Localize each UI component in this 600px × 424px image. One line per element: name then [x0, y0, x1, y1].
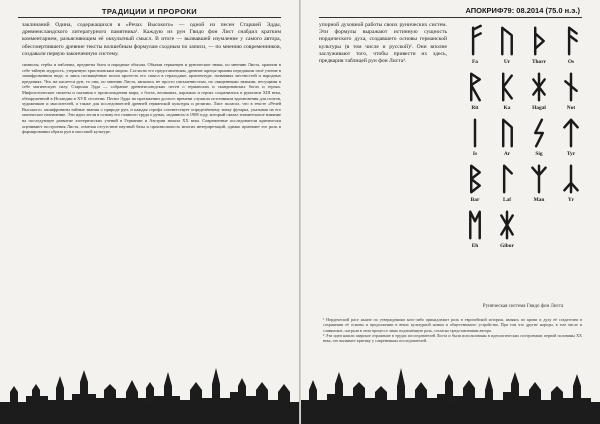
left-page-number: 136 — [145, 397, 155, 404]
ar-rune — [497, 116, 517, 150]
rune-cell-bar — [459, 162, 491, 208]
rune-label: Fa — [472, 59, 478, 65]
tyr-rune — [561, 116, 581, 150]
rit-rune — [465, 70, 485, 104]
rune-cell-laf — [491, 162, 523, 208]
os-rune — [561, 24, 581, 58]
rune-cell-hagal — [523, 70, 555, 116]
rune-cell-rit — [459, 70, 491, 116]
rune-label: Not — [566, 105, 576, 111]
skyline-silhouette-right — [301, 362, 600, 424]
rune-label: Ur — [503, 59, 511, 65]
right-running-header: АПОКРИФ79: 08.2014 (75.0 н.э.) — [465, 6, 580, 15]
rune-cell-ar — [491, 116, 523, 162]
footnote-1: ¹ Нордической расе нынче по утверждениям кого-либо принадлежит роль в европейской истории, являясь по крови и духу её создателем в сохранении её основы и продолжении в веках культурной жизни и общественного устройства. При том что другие народы, в том числе и славянские, сыграли в этом процессе лишь подчинённую роль, согласно представлениям автора. — [323, 317, 582, 333]
right-header-rule — [319, 17, 582, 18]
not-rune — [561, 70, 581, 104]
rune-label: Is — [472, 151, 478, 157]
rune-label: Thorr — [531, 59, 547, 65]
fa-rune — [465, 24, 485, 58]
rune-cell-not — [555, 70, 587, 116]
rune-label: Laf — [502, 197, 512, 203]
left-header-rule — [18, 17, 281, 18]
rune-label: Ar — [503, 151, 511, 157]
rune-label: Eh — [471, 243, 479, 249]
rune-cell-eh — [459, 208, 491, 254]
rune-cell-sig — [523, 116, 555, 162]
rune-label: Rit — [471, 105, 479, 111]
rune-label: Bar — [470, 197, 480, 203]
rune-cell-yr — [555, 162, 587, 208]
footnotes — [323, 317, 582, 343]
rune-label: Ka — [503, 105, 511, 111]
eh-rune — [465, 208, 485, 242]
ur-rune — [497, 24, 517, 58]
rune-cell-is — [459, 116, 491, 162]
sig-rune — [529, 116, 549, 150]
rune-table-caption: Руническая система Гвидо фон Листа — [482, 304, 564, 309]
hagal-rune — [529, 70, 549, 104]
rune-table — [459, 24, 587, 254]
bar-rune — [465, 162, 485, 196]
rune-cell-os — [555, 24, 587, 70]
left-body-text: символы, гербы и эмблемы, предметы быта и народные обычаи. Обычаи германцев и рунические знаки, по мнению Листа, хранили в себе тайную мудрость, утерянную христианским миром. Согласно его представлениям, древние жрецы-арманы передавали своё учение в зашифрованном виде, и лишь посвящённые могли прочесть его смысл в геральдике, архитектуре, названиях местностей и народных преданиях. Что же касается рун, то они, по мнению Листа, являлись не просто письменностью, но священными знаками, несущими в себе магическую силу. Старшая Эдда — собрание древнеисландских песен о германских и скандинавских богах и героях. Мифологические сюжеты и сказания о происхождении мира, о богах, великанах, карликах и героях сохранились в рукописи XIII века, обнаруженной в Исландии в XVII столетии. Песни Эдды на протяжении долгого времени служили источником вдохновения для поэтов, художников и мыслителей, а также для исследователей древней германской культуры и религии. Лист полагал, что в тексте «Речей Высокого» зашифрованы тайные знания о природе рун, и каждая строфа соответствует определённому знаку футарка, указывая на его магическое назначение. Эти идеи легли в основу его главного труда о рунах, изданного в 1908 году, который оказал значительное влияние на последующее развитие эзотерических учений в Германии и Австрии начала XX века. Современные исследователи критически оценивают построения Листа, отмечая отсутствие научной базы и произвольность многих интерпретаций, однако признают его роль в формировании образа рун в массовой культуре. — [22, 62, 281, 135]
rune-cell-man — [523, 162, 555, 208]
left-running-header: ТРАДИЦИИ И ПРОРОКИ — [101, 7, 198, 16]
skyline-silhouette-left — [0, 362, 300, 424]
left-lead-paragraph: заклинаний Одина, содержащихся в «Речах Высокого» — одной из песен Старшей Эдды, древнеисландского литературного памятника¹. Каждую из рун Гвидо фон Лист снабдил кратким комментарием, разъясняющим её оккультный смысл. В итоге — вызвавшей изумление у самого автора, обессмертившего древние тексты волшебным формулам сходным по записи, — по мнению современников, создавали первую законченную систему. — [22, 22, 281, 57]
rune-label: Man — [533, 197, 545, 203]
rune-cell-ur — [491, 24, 523, 70]
right-page — [300, 0, 600, 424]
rune-label: Sig — [535, 151, 543, 157]
right-page-number: 137 — [446, 397, 456, 404]
rune-label: Hagal — [532, 105, 546, 111]
rune-cell-thorr — [523, 24, 555, 70]
rune-cell-gibor — [491, 208, 523, 254]
is-rune — [465, 116, 485, 150]
thorr-rune — [529, 24, 549, 58]
rune-cell-tyr — [555, 116, 587, 162]
rune-label: Tyr — [566, 151, 576, 157]
footnote-2: ² Эти идеи нашли широкое отражение в трудах последователей Листа и были использованы в идеологических построениях первой половины XX века, что вызывает критику у современных исследователей. — [323, 332, 582, 344]
rune-label: Yr — [567, 197, 575, 203]
ka-rune — [497, 70, 517, 104]
rune-label: Gibor — [500, 243, 514, 249]
rune-cell-ka — [491, 70, 523, 116]
rune-label: Os — [567, 59, 575, 65]
right-lead-paragraph: упорной духовной работы своих рунических систем. Эти формулы выражают истинную сущность нордического духа, создавшего основы германской культуры (в том числе и русской)². Они вполне заслуживают того, чтобы привести их здесь, предварив таблицей рун фон Листа³. — [319, 22, 447, 65]
laf-rune — [497, 162, 517, 196]
rune-cell-fa — [459, 24, 491, 70]
yr-rune — [561, 162, 581, 196]
man-rune — [529, 162, 549, 196]
gibor-rune — [497, 208, 517, 242]
